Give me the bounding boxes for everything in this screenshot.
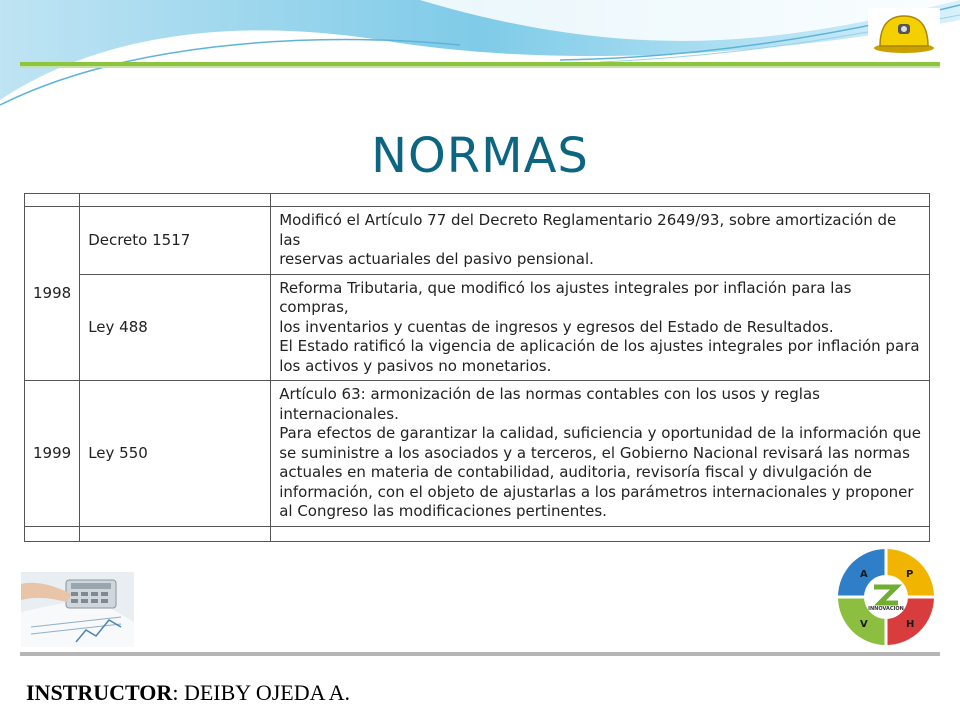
logo-letter-p: P bbox=[906, 569, 914, 580]
description-line: al Congreso las modificaciones pertinentes. bbox=[279, 502, 607, 520]
description-line: Reforma Tributaria, que modificó los ajustes integrales por inflación para las compras, bbox=[279, 278, 852, 316]
instructor-credit bbox=[26, 680, 350, 706]
description-line: se suministre a los asociados y a terceros, el Gobierno Nacional revisará las normas bbox=[279, 443, 910, 462]
normas-table bbox=[24, 193, 930, 542]
description-cell bbox=[271, 381, 930, 527]
calculator-photo bbox=[21, 572, 134, 647]
description-cell bbox=[271, 207, 930, 275]
year-cell: 1999 bbox=[25, 381, 80, 527]
norm-cell: Ley 550 bbox=[80, 381, 271, 527]
table-row bbox=[25, 381, 930, 527]
helmet-icon bbox=[868, 8, 940, 56]
logo-center-text: INNOVACION bbox=[868, 606, 904, 612]
logo-letter-v: V bbox=[860, 619, 868, 630]
description-line: información, con el objeto de ajustarlas a los parámetros internacionales y proponer bbox=[279, 482, 914, 501]
description-line: reservas actuariales del pasivo pensional. bbox=[279, 250, 594, 268]
description-line: El Estado ratificó la vigencia de aplicación de los ajustes integrales por inflación para bbox=[279, 337, 920, 355]
table-row bbox=[25, 274, 930, 381]
instructor-separator: : bbox=[172, 680, 184, 705]
year-cell: 1998 bbox=[25, 207, 80, 381]
norm-cell: Ley 488 bbox=[80, 274, 271, 381]
instructor-label: INSTRUCTOR bbox=[26, 680, 173, 705]
pdca-innovation-logo bbox=[832, 543, 940, 651]
logo-letter-a: A bbox=[860, 569, 868, 580]
description-line: Artículo 63: armonización de las normas contables con los usos y reglas internacionales. bbox=[279, 385, 820, 423]
description-cell bbox=[271, 274, 930, 381]
norm-cell: Decreto 1517 bbox=[80, 207, 271, 275]
footer-divider bbox=[20, 652, 940, 656]
logo-letter-h: H bbox=[906, 619, 915, 630]
header-green-line bbox=[20, 62, 940, 66]
page-title: NORMAS bbox=[371, 128, 589, 184]
description-line: Para efectos de garantizar la calidad, suficiencia y oportunidad de la información que bbox=[279, 424, 921, 442]
instructor-name: DEIBY OJEDA A. bbox=[183, 680, 350, 705]
description-line: Modificó el Artículo 77 del Decreto Reglamentario 2649/93, sobre amortización de las bbox=[279, 211, 897, 249]
description-line: actuales en materia de contabilidad, auditoria, revisoría fiscal y divulgación de bbox=[279, 463, 872, 481]
table-row bbox=[25, 207, 930, 275]
description-line: los activos y pasivos no monetarios. bbox=[279, 356, 552, 375]
description-line: los inventarios y cuentas de ingresos y egresos del Estado de Resultados. bbox=[279, 317, 834, 336]
